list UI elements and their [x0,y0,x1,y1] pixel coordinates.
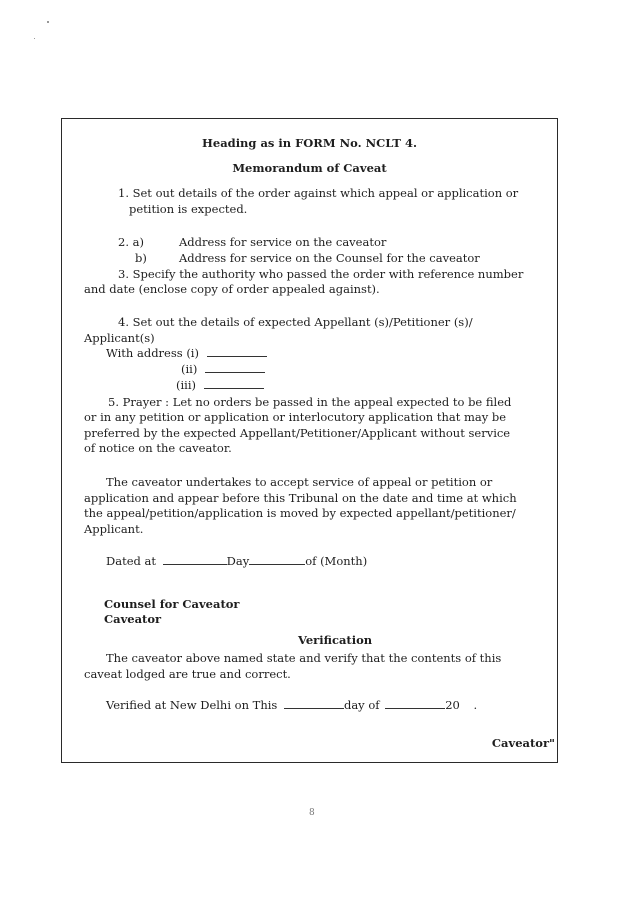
item-4-line-2: Applicant(s) [84,331,155,345]
item-1-line-2: petition is expected. [129,202,248,216]
dated-at-label: Dated at [106,554,156,568]
address-label-i: With address (i) [106,346,199,360]
counsel-for-caveator: Counsel for Caveator [104,597,240,611]
verification-title: Verification [298,633,373,647]
dated-line [106,554,367,569]
verified-month-blank [385,698,445,709]
item-3-line-2: and date (enclose copy of order appealed against). [84,282,380,296]
undertaking-line-4: Applicant. [84,522,144,536]
item-5-line-1: 5. Prayer : Let no orders be passed in the appeal expected to be filed [108,395,512,409]
verification-line-1: The caveator above named state and verify that the contents of this [106,651,502,665]
address-blank-ii [205,362,265,373]
verified-day-blank [284,698,344,709]
of-month-label: of (Month) [305,554,368,568]
verified-line [106,698,477,713]
undertaking-line-3: the appeal/petition/application is moved by expected appellant/petitioner/ [84,506,516,520]
address-blank-iii [204,378,264,389]
dated-at-blank [163,554,227,565]
form-frame [61,118,558,763]
scan-speck [47,21,49,23]
address-blank-i [207,346,267,357]
item-3-line-1: 3. Specify the authority who passed the order with reference number [118,267,524,281]
day-of-label: day of [343,698,380,712]
address-label-iii: (iii) [176,378,197,392]
form-title: Memorandum of Caveat [232,161,387,175]
page-number: 8 [309,808,315,818]
item-2a-text: Address for service on the caveator [179,235,387,249]
day-blank [249,554,305,565]
address-line-ii [181,362,265,377]
undertaking-line-2: application and appear before this Tribunal on the date and time at which [84,491,517,505]
item-5-line-3: preferred by the expected Appellant/Petitioner/Applicant without service [84,426,511,440]
caveator-signature: Caveator" [491,736,555,750]
caveator-label: Caveator [104,612,162,626]
period-mark: . [473,698,478,712]
address-line-i [106,346,267,361]
address-label-ii: (ii) [181,362,198,376]
address-line-iii [176,378,264,393]
verification-line-2: caveat lodged are true and correct. [84,667,291,681]
undertaking-line-1: The caveator undertakes to accept service of appeal or petition or [106,475,493,489]
item-5-line-4: of notice on the caveator. [84,441,232,455]
form-heading: Heading as in FORM No. NCLT 4. [202,136,417,150]
item-4-line-1: 4. Set out the details of expected Appellant (s)/Petitioner (s)/ [118,315,473,329]
item-2b-label: b) [135,251,147,265]
verified-at-label: Verified at New Delhi on This [106,698,278,712]
day-label: Day [226,554,250,568]
year-prefix: 20 [445,698,460,712]
item-2a-label: 2. a) [118,235,144,249]
item-2b-text: Address for service on the Counsel for the caveator [179,251,480,265]
scan-speck [34,38,35,39]
item-5-line-2: or in any petition or application or interlocutory application that may be [84,410,507,424]
item-1-line-1: 1. Set out details of the order against which appeal or application or [118,186,519,200]
